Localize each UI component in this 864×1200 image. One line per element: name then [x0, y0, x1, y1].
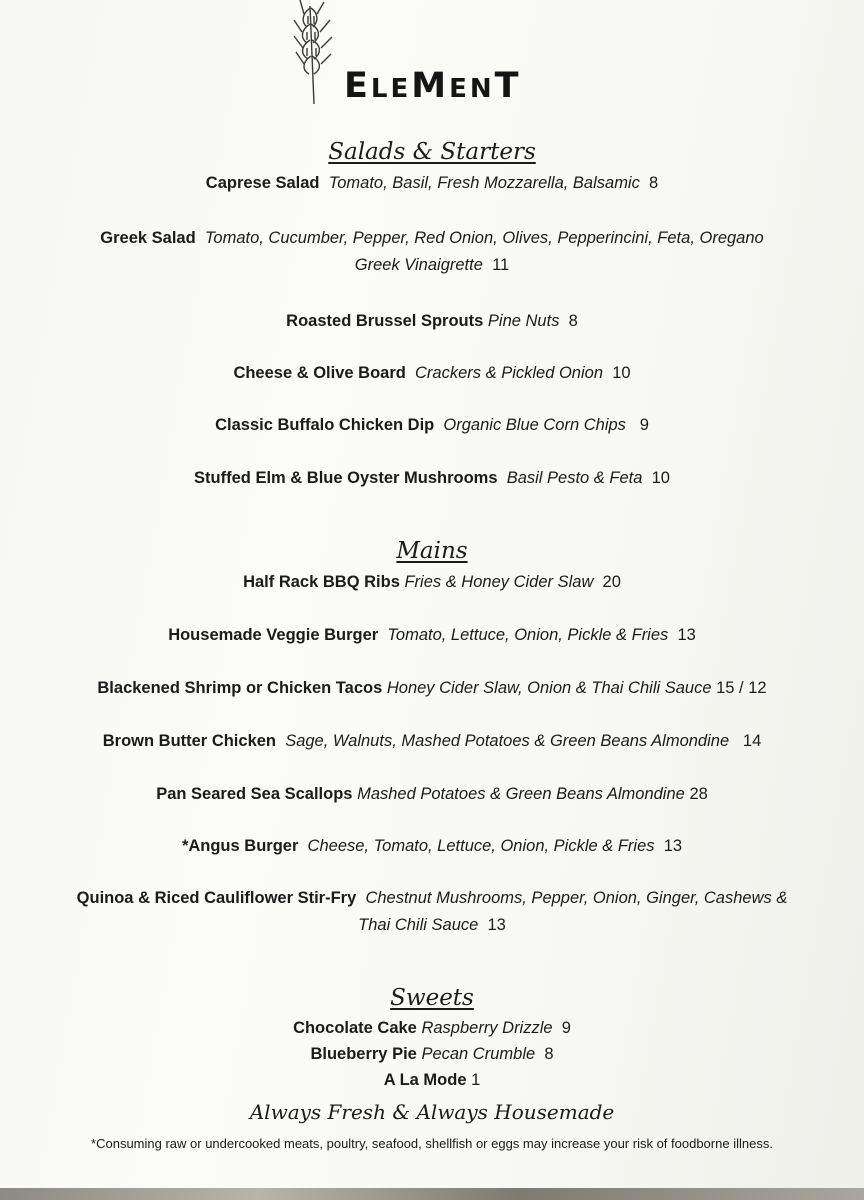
menu-item: A La Mode 1 [383, 1071, 481, 1089]
menu-item: *Angus Burger Cheese, Tomato, Lettuce, Onion, Pickle & Fries 13 [181, 837, 683, 855]
menu-item: Housemade Veggie Burger Tomato, Lettuce, Onion, Pickle & Fries 13 [168, 626, 696, 644]
menu-item: Chocolate Cake Raspberry Drizzle 9 [293, 1019, 571, 1037]
menu-item: Brown Butter Chicken Sage, Walnuts, Mashed Potatoes & Green Beans Almondine 14 [102, 732, 762, 750]
menu-item: Roasted Brussel Sprouts Pine Nuts 8 [286, 312, 578, 330]
logo [288, 0, 578, 105]
section-title-starters: Salads & Starters [328, 139, 536, 165]
section-title-mains: Mains [396, 538, 468, 564]
section-title-sweets: Sweets [390, 985, 474, 1011]
table-surface [0, 1188, 864, 1200]
menu-item: Pan Seared Sea Scallops Mashed Potatoes & Green Beans Almondine 28 [156, 785, 708, 803]
wheat-stalk-icon [290, 0, 340, 104]
tagline: Always Fresh & Always Housemade [249, 1100, 615, 1124]
menu-item: Cheese & Olive Board Crackers & Pickled Onion 10 [233, 364, 631, 382]
brand-name: ELEMENT [344, 66, 522, 106]
menu-item: Stuffed Elm & Blue Oyster Mushrooms Basil Pesto & Feta 10 [194, 469, 670, 487]
menu-item: Blueberry Pie Pecan Crumble 8 [310, 1045, 554, 1063]
menu-item: Caprese Salad Tomato, Basil, Fresh Mozzarella, Balsamic 8 [205, 174, 659, 192]
menu-item: Half Rack BBQ Ribs Fries & Honey Cider Slaw 20 [243, 573, 621, 591]
menu-item: Blackened Shrimp or Chicken Tacos Honey Cider Slaw, Onion & Thai Chili Sauce 15 / 12 [97, 679, 767, 697]
menu-item: Greek Salad Tomato, Cucumber, Pepper, Red Onion, Olives, Pepperincini, Feta, Oregano Greek Vinaigrette 11 [100, 229, 764, 274]
disclaimer: *Consuming raw or undercooked meats, poultry, seafood, shellfish or eggs may increase your risk of foodborne illness. [91, 1136, 773, 1151]
menu-item: Quinoa & Riced Cauliflower Stir-Fry Chestnut Mushrooms, Pepper, Onion, Ginger, Cashews & Thai Chili Sauce 13 [76, 889, 788, 934]
menu-item: Classic Buffalo Chicken Dip Organic Blue Corn Chips 9 [215, 416, 649, 434]
